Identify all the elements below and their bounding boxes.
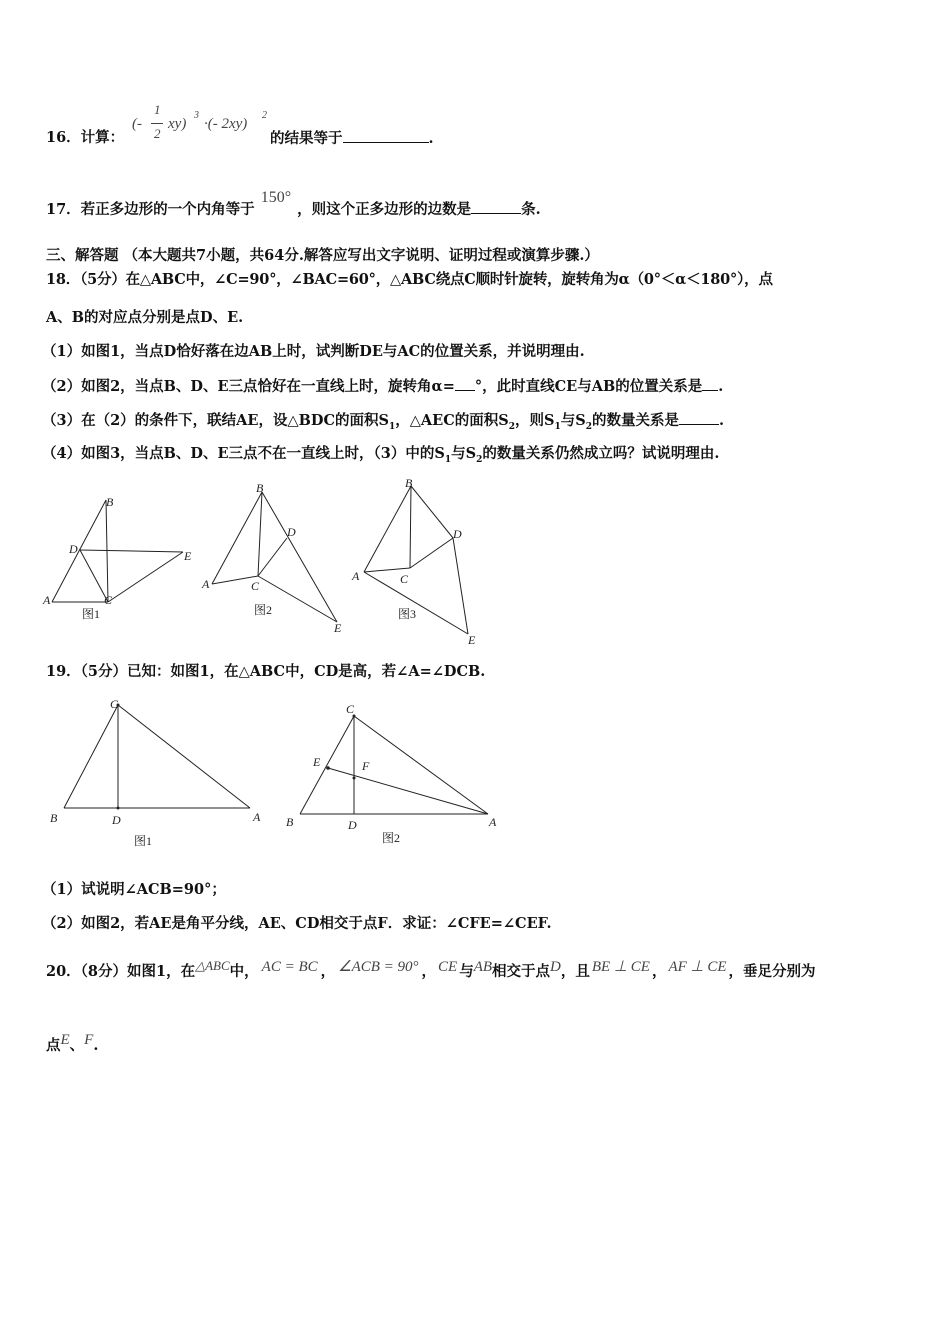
q16-expr-xy: xy): [168, 116, 187, 132]
q18-relation-blank[interactable]: [702, 376, 718, 391]
q19-fig2-point-e: [326, 766, 330, 770]
fig1-label-a: A: [43, 593, 51, 607]
q17-end: 条.: [521, 201, 541, 218]
q20-m3: ∠ACB = 90°: [338, 959, 419, 975]
q18-angle-blank[interactable]: [455, 376, 475, 391]
q18-p3sub2: 2: [508, 421, 515, 432]
q17-line: [46, 189, 541, 220]
fig2-caption: 图2: [254, 603, 273, 617]
q20-line1: [46, 958, 816, 982]
q18-part2-c: .: [718, 378, 724, 395]
fig1-seg-ab: [52, 500, 106, 602]
q20-h: ，: [651, 963, 667, 980]
fig1-label-b: B: [106, 495, 114, 509]
q17-answer-blank[interactable]: [471, 199, 521, 214]
q19-fig2-seg-ea: [328, 768, 488, 814]
q20-m6: D: [550, 959, 561, 975]
q19-fig2-caption: 图2: [382, 831, 401, 845]
fig2-seg-bc: [258, 492, 262, 576]
fig3-seg-bc: [410, 486, 411, 568]
q19-fig2-label-e: E: [313, 755, 321, 769]
q16-end: .: [428, 130, 434, 147]
q20-a: 20．（8分）如图1，在: [46, 963, 196, 980]
fig3-seg-cd: [410, 538, 453, 568]
q16-expr-open: (-: [132, 116, 142, 132]
q18-p3e: 的数量关系是: [591, 412, 679, 429]
q16-number: 16．计算：: [46, 129, 125, 146]
q17-text-b: ，则这个正多边形的边数是: [297, 201, 472, 218]
q19-fig2-seg-bc: [300, 716, 354, 814]
q19-line1: 19．（5分）已知：如图1，在△ABC中，CD是高，若∠A=∠DCB.: [46, 663, 486, 680]
q19-fig1-label-b: B: [50, 811, 58, 825]
fig3-label-e: E: [468, 633, 476, 647]
q18-p3d: 与S: [560, 412, 586, 429]
fig3-label-d: D: [453, 527, 462, 541]
q18-p4sub2: 2: [476, 454, 483, 465]
q19-fig1-seg-ca: [118, 705, 250, 808]
q16-frac-num: 1: [154, 102, 161, 117]
fig2-label-a: A: [202, 577, 210, 591]
q20-m4: CE: [438, 959, 458, 975]
fig2-seg-ab: [212, 492, 262, 584]
fig3-label-a: A: [352, 569, 360, 583]
q20-b: 中，: [229, 963, 259, 980]
q16-exp1: 3: [194, 110, 199, 121]
fig1-caption: 图1: [82, 607, 101, 621]
fig3-seg-bd: [411, 486, 453, 538]
q19-fig1-label-c: C: [110, 697, 119, 711]
q18-part2-b: °，此时直线CE与AB的位置关系是: [474, 378, 703, 395]
q20-m8: AF ⊥ CE: [668, 959, 727, 975]
fig1-label-d: D: [69, 542, 78, 556]
q16-tail: 的结果等于: [270, 130, 343, 147]
q20-line2b: 、: [69, 1037, 85, 1054]
q18-p4c: 的数量关系仍然成立吗？试说明理由.: [482, 445, 720, 462]
q17-text-a: 17．若正多边形的一个内角等于: [46, 201, 255, 218]
q18-p3c: ，则S: [514, 412, 555, 429]
q20-d: ，: [421, 963, 437, 980]
fig2-seg-cd: [258, 538, 287, 576]
q19-figures: [44, 692, 514, 856]
q20-f: 相交于点: [492, 963, 551, 980]
q16-exp2: 2: [262, 110, 267, 121]
q18-part3: [42, 410, 724, 437]
fig1-label-e: E: [184, 549, 192, 563]
fig3-label-b: B: [405, 478, 413, 490]
q18-p3sub1: 1: [388, 421, 396, 432]
q18-p3b: ，△AEC的面积S: [395, 412, 509, 429]
q19-part1: （1）试说明∠ACB=90°；: [42, 881, 226, 898]
q20-c: ，: [320, 963, 336, 980]
q19-fig1-point-d: [117, 807, 120, 810]
q18-figures: [40, 478, 500, 650]
fig3-seg-ab: [364, 486, 411, 572]
fig2-label-c: C: [251, 579, 260, 593]
q19-fig2-label-b: B: [286, 815, 294, 829]
q18-line1: 18．（5分）在△ABC中，∠C=90°，∠BAC=60°，△ABC绕点C顺时针旋转，旋转角为α（0°＜α＜180°），点: [46, 271, 773, 288]
q17-angle: 150°: [260, 189, 292, 206]
fig1-label-c: C: [104, 593, 113, 607]
q19-fig1-caption: 图1: [134, 834, 153, 848]
q18-p3f: .: [718, 412, 725, 429]
q20-m9: E: [60, 1032, 70, 1048]
q18-part1: （1）如图1，当点D恰好落在边AB上时，试判断DE与AC的位置关系，并说明理由.: [42, 343, 585, 360]
fig3-seg-ae: [364, 572, 468, 634]
fig1-seg-de: [80, 550, 183, 552]
q19-fig2-label-f: F: [362, 759, 370, 773]
fig2-label-e: E: [334, 621, 342, 635]
q20-m7: BE ⊥ CE: [591, 959, 650, 975]
q16-frac-den: 2: [154, 126, 161, 141]
fig2-seg-be: [262, 492, 337, 622]
q20-m5: AB: [473, 959, 493, 975]
q19-fig2-label-a: A: [489, 815, 497, 829]
q16-expression: [132, 104, 272, 150]
q20-m10: F: [84, 1032, 94, 1048]
q18-p3a: （3）在（2）的条件下，联结AE，设△BDC的面积S: [42, 412, 389, 429]
q19-fig2-label-c: C: [346, 702, 355, 716]
q20-m1: △ABC: [195, 958, 230, 973]
q20-line2a: 点: [46, 1037, 61, 1054]
q18-part4: [42, 444, 719, 470]
fig2-label-d: D: [287, 525, 296, 539]
q18-p4b: 与S: [451, 445, 477, 462]
q18-p4a: （4）如图3，当点B、D、E三点不在一直线上时，（3）中的S: [42, 445, 445, 462]
q20-e: 与: [459, 963, 474, 980]
q16-line: [46, 128, 124, 148]
q19-fig1-seg-bc: [64, 705, 118, 808]
q18-p4sub1: 1: [444, 454, 452, 465]
q18-p3sub4: 2: [585, 421, 592, 432]
q19-fig2-seg-ca: [354, 716, 488, 814]
q19-fig2-label-d: D: [348, 818, 357, 832]
q16-expr-2xy: ·(- 2xy): [204, 116, 248, 132]
q19-fig1-label-d: D: [112, 813, 121, 827]
q18-part2-a: （2）如图2，当点B、D、E三点恰好在一直线上时，旋转角α=: [42, 378, 455, 395]
q20-g: ，且: [560, 963, 590, 980]
q18-p3sub3: 1: [554, 421, 561, 432]
q20-line2c: .: [93, 1037, 99, 1054]
q20-m2: AC = BC: [261, 959, 318, 975]
fig3-seg-de: [453, 538, 468, 634]
q16-tail-line: [270, 128, 434, 149]
fig1-seg-ce: [108, 552, 183, 602]
q20-line2: [46, 1032, 99, 1056]
q18-s-relation-blank[interactable]: [679, 410, 719, 425]
fig3-caption: 图3: [398, 607, 417, 621]
fig2-label-b: B: [256, 481, 264, 495]
q19-fig1-label-a: A: [253, 810, 261, 824]
q20-i: ，垂足分别为: [728, 963, 816, 980]
fig3-label-c: C: [400, 572, 409, 586]
q19-part2: （2）如图2，若AE是角平分线，AE、CD相交于点F．求证：∠CFE=∠CEF.: [42, 915, 552, 932]
q18-line2: A、B的对应点分别是点D、E.: [46, 309, 244, 326]
q16-frac-bar: [151, 123, 163, 124]
q19-fig2-point-f: [353, 777, 356, 780]
section3-header: 三、解答题 （本大题共7小题，共64分.解答应写出文字说明、证明过程或演算步骤.）: [46, 247, 599, 264]
q18-part2: [42, 376, 723, 397]
q16-answer-blank[interactable]: [343, 128, 429, 143]
